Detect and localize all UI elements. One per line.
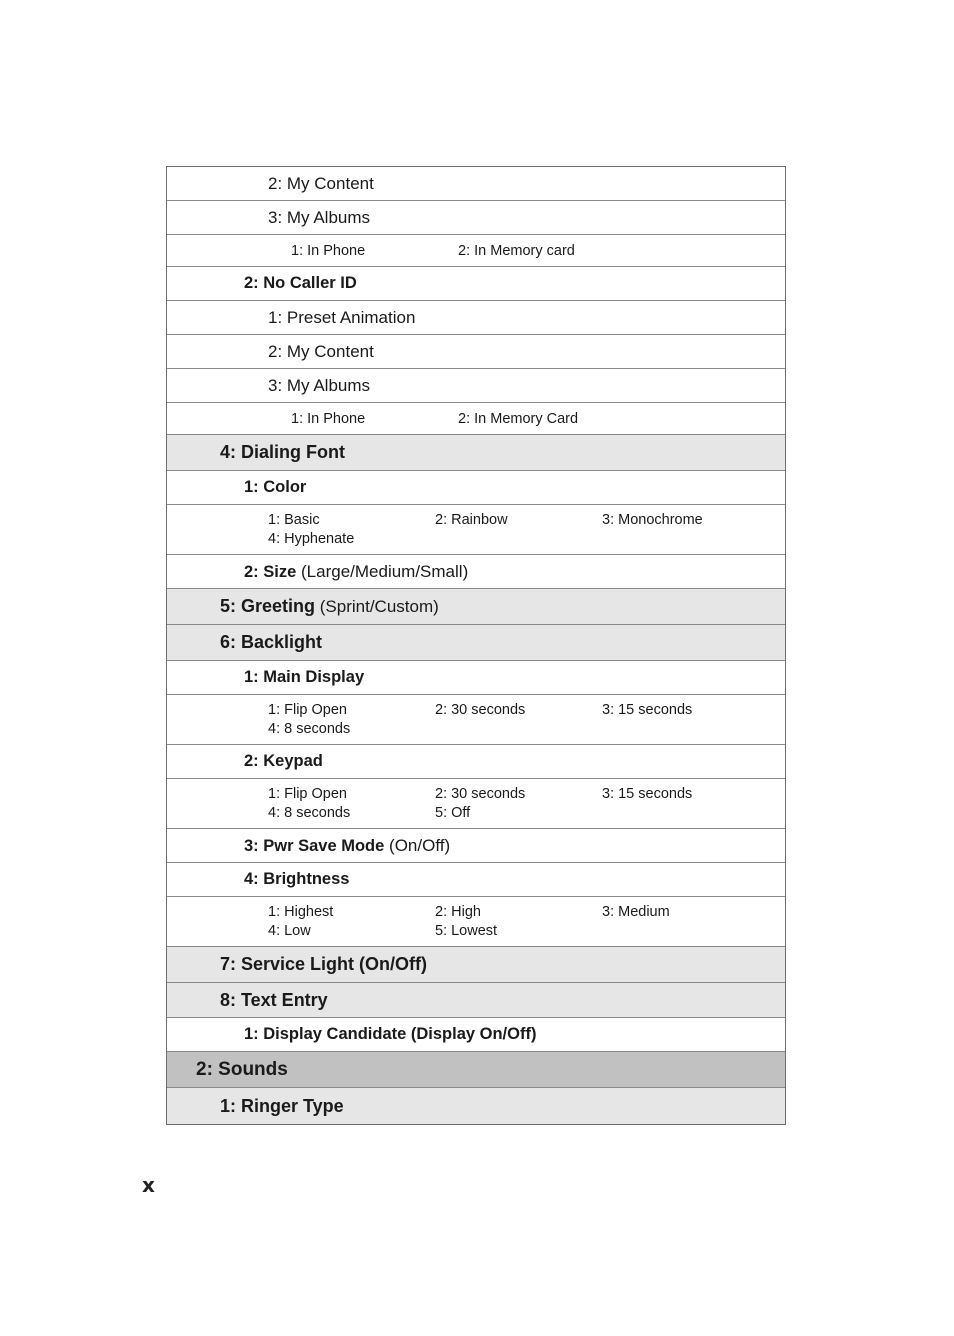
- menu-row: [167, 661, 785, 695]
- menu-row: [167, 1018, 785, 1052]
- menu-options-row: [167, 505, 785, 555]
- menu-item-brightness: 4: Brightness: [244, 870, 350, 888]
- menu-row: [167, 335, 785, 369]
- menu-item-my-content: 2: My Content: [268, 173, 374, 193]
- option-monochrome: 3: Monochrome: [602, 512, 703, 528]
- options-grid: [291, 410, 792, 428]
- options-grid: [268, 785, 769, 822]
- option-15-seconds: 3: 15 seconds: [602, 786, 693, 802]
- menu-options-row: [167, 779, 785, 829]
- menu-item-main-display: 1: Main Display: [244, 668, 365, 686]
- menu-section-row: [167, 947, 785, 983]
- page-number: x: [142, 1173, 155, 1197]
- menu-item-my-content: 2: My Content: [268, 341, 374, 361]
- menu-options-row: [167, 897, 785, 947]
- option-highest: 1: Highest: [268, 904, 334, 920]
- options-grid: [268, 701, 769, 738]
- menu-row: [167, 267, 785, 301]
- menu-section-text-entry: 8: Text Entry: [220, 989, 328, 1010]
- options-grid: [268, 903, 769, 940]
- menu-row: [167, 471, 785, 505]
- menu-item-keypad: 2: Keypad: [244, 752, 323, 770]
- menu-major-sounds: 2: Sounds: [196, 1058, 288, 1080]
- option-8-seconds: 4: 8 seconds: [268, 805, 351, 821]
- options-grid: [268, 511, 769, 548]
- menu-row: [167, 555, 785, 589]
- option-medium: 3: Medium: [602, 904, 670, 920]
- menu-row: [167, 201, 785, 235]
- menu-options-row: [167, 695, 785, 745]
- option-in-memory-card: 2: In Memory card: [458, 242, 575, 259]
- menu-major-row: [167, 1052, 785, 1088]
- menu-section-ringer-type: 1: Ringer Type: [220, 1095, 344, 1116]
- option-15-seconds: 3: 15 seconds: [602, 702, 693, 718]
- menu-row: [167, 301, 785, 335]
- menu-row: [167, 167, 785, 201]
- menu-options-row: [167, 403, 785, 435]
- menu-row: [167, 863, 785, 897]
- menu-row: [167, 369, 785, 403]
- option-flip-open: 1: Flip Open: [268, 786, 347, 802]
- option-30-seconds: 2: 30 seconds: [435, 786, 526, 802]
- menu-section-row: [167, 589, 785, 625]
- menu-item-no-caller-id: 2: No Caller ID: [244, 274, 357, 292]
- menu-row: [167, 745, 785, 779]
- option-8-seconds: 4: 8 seconds: [268, 721, 351, 737]
- menu-section-row: [167, 435, 785, 471]
- menu-section-dialing-font: 4: Dialing Font: [220, 442, 345, 462]
- menu-section-backlight: 6: Backlight: [220, 632, 323, 652]
- menu-item-display-candidate: 1: Display Candidate (Display On/Off): [244, 1025, 537, 1043]
- option-lowest: 5: Lowest: [435, 923, 498, 939]
- option-30-seconds: 2: 30 seconds: [435, 702, 526, 718]
- options-grid: [291, 242, 792, 260]
- menu-section-row: [167, 1088, 785, 1124]
- menu-section-row: [167, 983, 785, 1018]
- option-low: 4: Low: [268, 923, 311, 939]
- option-flip-open: 1: Flip Open: [268, 702, 347, 718]
- menu-item-my-albums: 3: My Albums: [268, 375, 371, 395]
- option-basic: 1: Basic: [268, 512, 320, 528]
- menu-options-row: [167, 235, 785, 267]
- menu-item-pwr-save-mode: 3: Pwr Save Mode (On/Off): [244, 835, 451, 855]
- option-rainbow: 2: Rainbow: [435, 512, 508, 528]
- menu-section-row: [167, 625, 785, 661]
- menu-section-greeting: 5: Greeting (Sprint/Custom): [220, 596, 439, 616]
- option-hyphenate: 4: Hyphenate: [268, 531, 355, 547]
- option-in-phone: 1: In Phone: [291, 242, 366, 259]
- menu-row: [167, 829, 785, 863]
- menu-item-color: 1: Color: [244, 478, 307, 496]
- option-off: 5: Off: [435, 805, 471, 821]
- menu-section-service-light: 7: Service Light (On/Off): [220, 954, 428, 974]
- option-in-phone: 1: In Phone: [291, 410, 366, 427]
- option-in-memory-card: 2: In Memory Card: [458, 410, 579, 427]
- option-high: 2: High: [435, 904, 481, 920]
- menu-item-preset-animation: 1: Preset Animation: [268, 307, 416, 327]
- menu-item-size: 2: Size (Large/Medium/Small): [244, 561, 469, 581]
- menu-tree-table: [166, 166, 786, 1125]
- menu-item-my-albums: 3: My Albums: [268, 207, 371, 227]
